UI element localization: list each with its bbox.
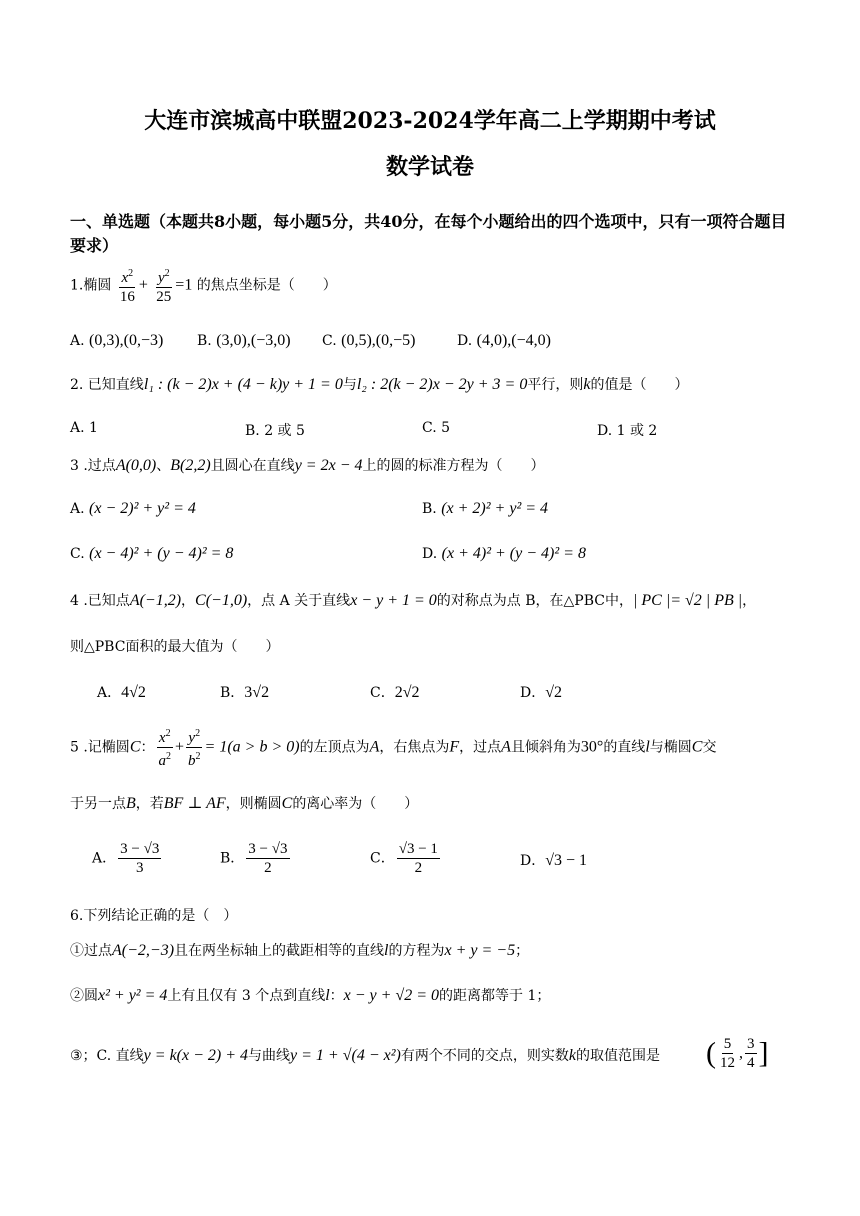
question-3: 3 .过点A(0,0)、B(2,2)且圆心在直线y = 2x − 4上的圆的标准方程为（ ） — [70, 457, 545, 474]
q5-option-d: D．√3 − 1 — [520, 852, 588, 869]
question-5: 5 .记椭圆C： $\frac{x^2}{a^2}$ + $\frac{y^2}{b^2}$ = 1(a > b > 0)的左顶点为A，右焦点为F，过点A且倾斜角为30°的直线l与椭圆C交 — [70, 725, 716, 770]
q1-option-b: B. (3,0),(−3,0) — [197, 332, 291, 349]
exam-subtitle: 数学试卷 — [385, 154, 474, 180]
q5-option-a: A． $\frac{3 - √3}{3}$ — [92, 841, 160, 876]
q2-line1: l₁ : (k − 2)x + (4 − k)y + 1 = 0 — [143, 376, 343, 393]
question-5-line2: 于另一点B，若BF ⊥ AF，则椭圆C的离心率为（ ） — [70, 795, 419, 812]
q3-option-d: D. (x + 4)² + (y − 4)² = 8 — [422, 545, 586, 562]
question-2: 2. 已知直线l₁ : (k − 2)x + (4 − k)y + 1 = 0与l₂ : 2(k − 2)x − 2y + 3 = 0平行，则k的值是（ ） — [70, 376, 689, 393]
q1-prefix: 1.椭圆 — [70, 277, 112, 294]
q4-option-c: C．2√2 — [370, 684, 420, 701]
exam-title: 大连市滨城高中联盟2023-2024学年高二上学期期中考试 — [144, 108, 716, 134]
q1-option-d: D. (4,0),(−4,0) — [457, 332, 551, 349]
q1-frac-x: $\frac{x^2}{16}$ — [118, 265, 137, 306]
q2-option-b: B. 2 或 5 — [245, 423, 305, 439]
q3-option-a: A. (x − 2)² + y² = 4 — [70, 500, 196, 517]
q5-option-c: C． $\frac{√3 - 1}{2}$ — [370, 841, 438, 876]
q4-option-b: B．3√2 — [220, 684, 270, 701]
question-6: 6.下列结论正确的是（ ） — [70, 908, 238, 924]
q3-option-b: B. (x + 2)² + y² = 4 — [422, 500, 549, 517]
q6-statement-3: ③；C. 直线y = k(x − 2) + 4与曲线y = 1 + √(4 − x²)有两个不同的交点，则实数k的取值范围是 — [70, 1047, 660, 1064]
question-4-line2: 则△PBC面积的最大值为（ ） — [70, 639, 280, 655]
section-header: 一、单选题（本题共8小题，每小题5分，共40分，在每个小题给出的四个选项中，只有一项符合题目要求） — [70, 212, 787, 255]
q2-option-c: C. 5 — [422, 420, 451, 436]
q5-option-b: B． $\frac{3 - √3}{2}$ — [220, 841, 288, 876]
question-4: 4 .已知点A(−1,2)，C(−1,0)，点 A 关于直线x − y + 1 = 0的对称点为点 B，在△PBC中，| PC |= √2 | PB |， — [70, 592, 757, 609]
q1-option-c: C. (0,5),(0,−5) — [322, 332, 416, 349]
q2-option-d: D. 1 或 2 — [597, 423, 658, 439]
q1-frac-y: $\frac{y^2}{25}$ — [154, 265, 173, 306]
q4-option-d: D．√2 — [520, 684, 563, 701]
q4-option-a: A．4√2 — [97, 684, 146, 701]
q2-option-a: A. 1 — [70, 420, 98, 436]
q6-range: ( $\frac{5}{12}$ , $\frac{3}{4}$ ] — [706, 1036, 769, 1071]
q1-suffix: 的焦点坐标是（ ） — [196, 277, 337, 294]
question-1: 1.椭圆 $\frac{x^2}{16}$ + $\frac{y^2}{25}$ =1 的焦点坐标是（ ） — [70, 265, 337, 306]
q1-option-a: A. (0,3),(0,−3) — [70, 332, 164, 349]
q3-option-c: C. (x − 4)² + (y − 4)² = 8 — [70, 545, 234, 562]
q6-statement-1: ①过点A(−2,−3)且在两坐标轴上的截距相等的直线l的方程为x + y = −5； — [70, 942, 530, 959]
q6-statement-2: ②圆x² + y² = 4上有且仅有 3 个点到直线l：x − y + √2 = 0的距离都等于 1； — [70, 987, 551, 1004]
q2-line2: l₂ : 2(k − 2)x − 2y + 3 = 0 — [356, 376, 528, 393]
